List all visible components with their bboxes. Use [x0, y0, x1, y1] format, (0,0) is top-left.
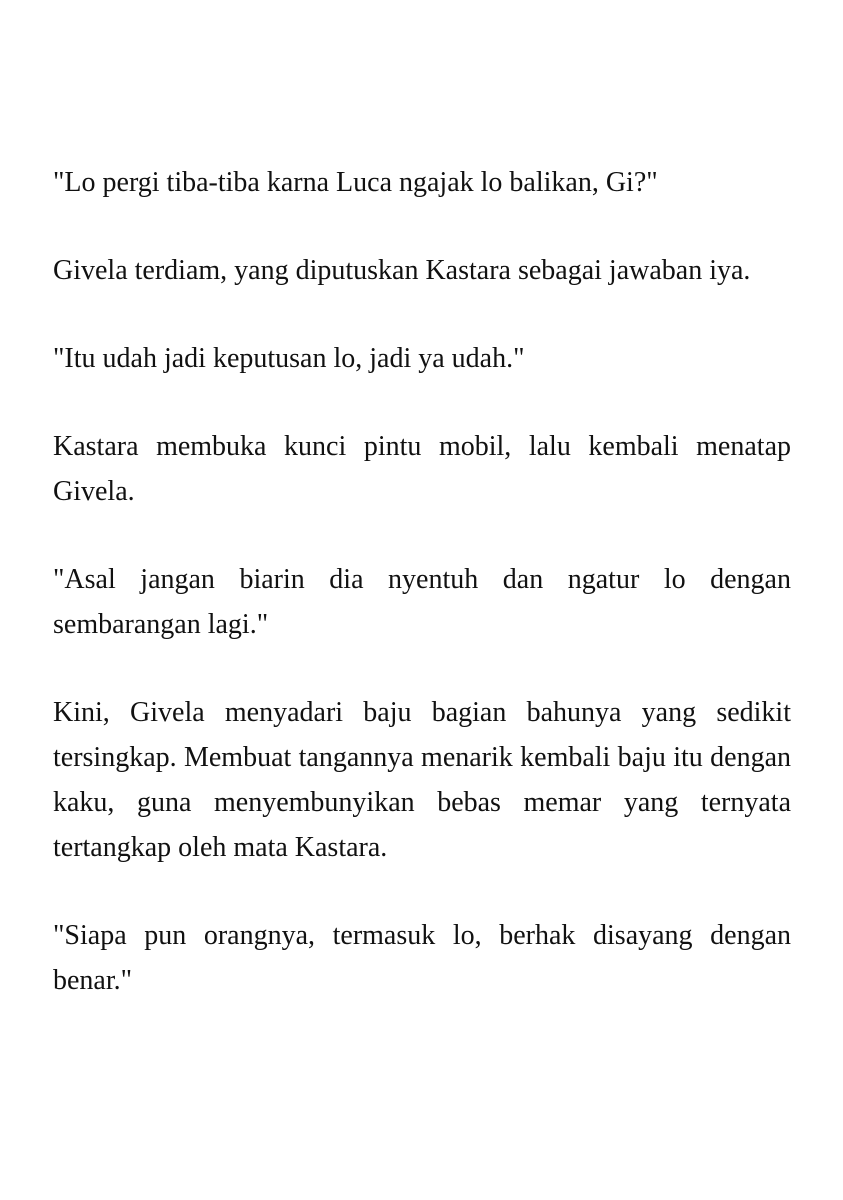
narration-paragraph: Givela terdiam, yang diputuskan Kastara sebagai jawaban iya. — [53, 255, 751, 286]
dialogue-paragraph: "Asal jangan biarin dia nyentuh dan ngatur lo dengan sembarangan lagi." — [53, 564, 791, 640]
narration-paragraph: Kini, Givela menyadari baju bagian bahunya yang sedikit tersingkap. Membuat tangannya menarik kembali baju itu dengan kaku, guna menyembunyikan bebas memar yang ternyata tertangkap oleh mata Kastara. — [53, 697, 791, 863]
dialogue-paragraph: "Itu udah jadi keputusan lo, jadi ya udah." — [53, 343, 525, 374]
dialogue-paragraph: "Lo pergi tiba-tiba karna Luca ngajak lo balikan, Gi?" — [53, 167, 658, 198]
narration-paragraph: Kastara membuka kunci pintu mobil, lalu kembali menatap Givela. — [53, 431, 791, 507]
dialogue-paragraph: "Siapa pun orangnya, termasuk lo, berhak disayang dengan benar." — [53, 920, 791, 996]
document-page — [53, 160, 791, 1046]
